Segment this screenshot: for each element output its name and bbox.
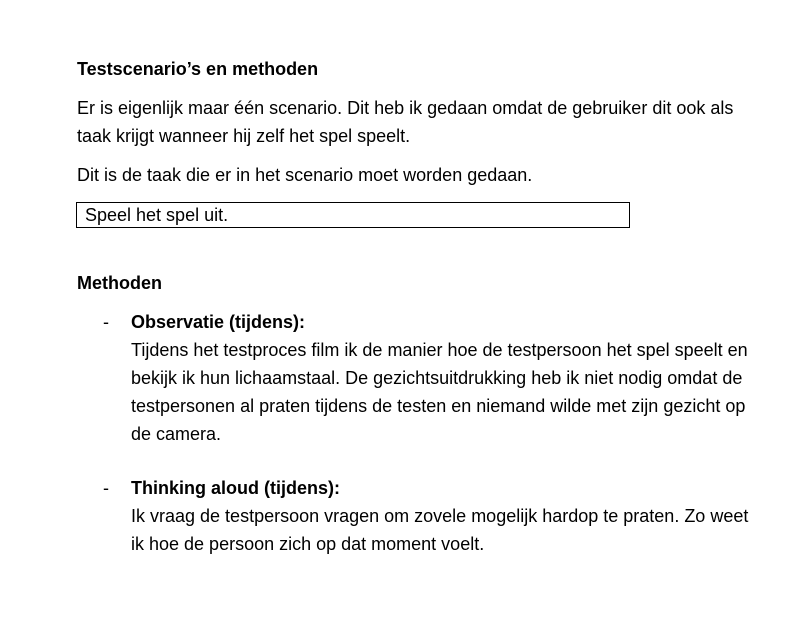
- method-text: Tijdens het testproces film ik de manier hoe de testpersoon het spel speelt en bekijk ik hun lichaamstaal. De gezichtsuitdrukking heb ik niet nodig omdat de testpersonen al praten tijdens de testen en niemand wilde met zijn gezicht op de camera.: [131, 340, 748, 444]
- section-heading-testscenarios: Testscenario’s en methoden: [77, 59, 319, 79]
- method-title: Observatie (tijdens):: [131, 312, 306, 332]
- method-title: Thinking aloud (tijdens):: [131, 478, 340, 498]
- bullet-dash: -: [103, 478, 109, 498]
- method-body: [131, 308, 761, 448]
- bullet-dash: -: [103, 312, 109, 332]
- intro-paragraph: Er is eigenlijk maar één scenario. Dit heb ik gedaan omdat de gebruiker dit ook als taak krijgt wanneer hij zelf het spel speelt.: [77, 98, 734, 146]
- section-heading-methoden: Methoden: [77, 273, 162, 293]
- method-text: Ik vraag de testpersoon vragen om zovele mogelijk hardop te praten. Zo weet ik hoe de persoon zich op dat moment voelt.: [131, 506, 749, 554]
- method-body: [131, 474, 761, 558]
- task-intro-paragraph: Dit is de taak die er in het scenario moet worden gedaan.: [77, 165, 533, 185]
- task-box: Speel het spel uit.: [76, 202, 630, 228]
